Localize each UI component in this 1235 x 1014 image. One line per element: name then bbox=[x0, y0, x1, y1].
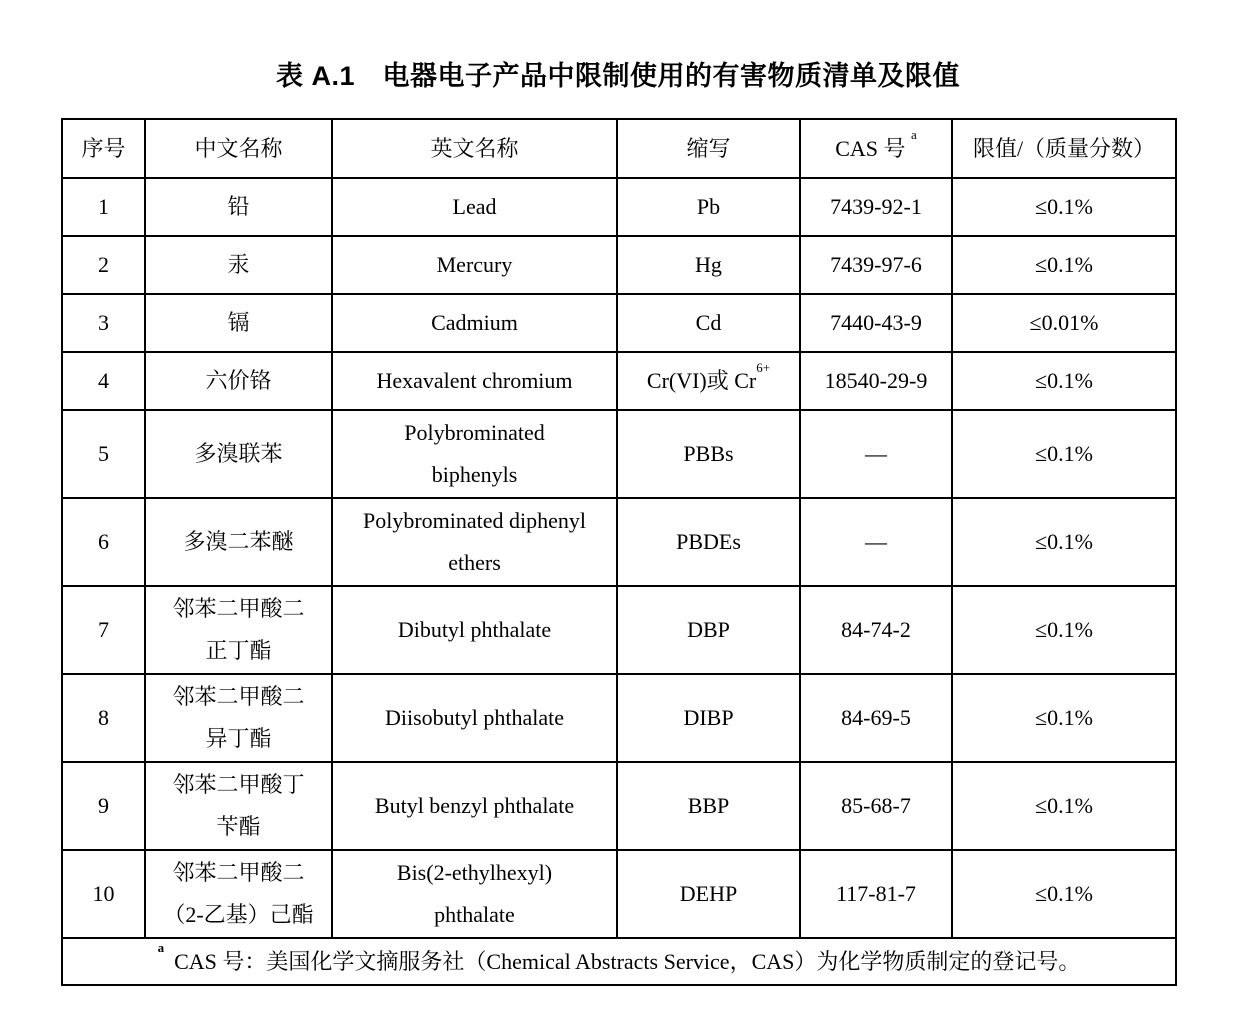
cell-english-name bbox=[332, 762, 617, 850]
substance-row bbox=[62, 762, 1176, 850]
substance-row bbox=[62, 586, 1176, 674]
cell-cas-number: 7439-92-1 bbox=[800, 178, 952, 236]
substance-row bbox=[62, 178, 1176, 236]
cell-chinese-name bbox=[145, 586, 332, 674]
cell-text-line: Mercury bbox=[436, 252, 513, 277]
cell-chinese-name bbox=[145, 236, 332, 294]
cell-english-name bbox=[332, 352, 617, 410]
footnote-row bbox=[62, 938, 1176, 985]
substance-row bbox=[62, 294, 1176, 352]
cell-text-line: ethers bbox=[448, 550, 501, 575]
cell-text-line: Polybrominated bbox=[404, 420, 545, 445]
cell-text-line: 多溴二苯醚 bbox=[183, 529, 294, 554]
substance-row bbox=[62, 410, 1176, 498]
cell-abbreviation: BBP bbox=[617, 762, 800, 850]
cell-english-name bbox=[332, 498, 617, 586]
cell-cas-number: 117-81-7 bbox=[800, 850, 952, 938]
substance-row bbox=[62, 352, 1176, 410]
cell-text-line: Lead bbox=[452, 194, 497, 219]
cell-cas-number: 84-74-2 bbox=[800, 586, 952, 674]
table-header-row bbox=[62, 119, 1176, 178]
footnote-text: CAS 号：美国化学文摘服务社（Chemical Abstracts Service，CAS）为化学物质制定的登记号。 bbox=[174, 948, 1081, 974]
cell-chinese-name bbox=[145, 674, 332, 762]
cell-english-name bbox=[332, 294, 617, 352]
cell-text-line: phthalate bbox=[434, 902, 515, 927]
cell-cas-number: 18540-29-9 bbox=[800, 352, 952, 410]
cell-text-line: （2-乙基）己酯 bbox=[163, 902, 314, 927]
cell-serial-number: 1 bbox=[62, 178, 145, 236]
cell-serial-number: 4 bbox=[62, 352, 145, 410]
cell-text-line: Hexavalent chromium bbox=[376, 368, 573, 393]
table-title: 表 A.1 电器电子产品中限制使用的有害物质清单及限值 bbox=[275, 61, 961, 91]
cell-limit-value: ≤0.1% bbox=[952, 352, 1176, 410]
cell-text-line: Polybrominated diphenyl bbox=[362, 508, 587, 533]
cell-cas-number: — bbox=[800, 410, 952, 498]
cell-limit-value: ≤0.1% bbox=[952, 410, 1176, 498]
cell-chinese-name bbox=[145, 178, 332, 236]
table-body bbox=[62, 178, 1176, 938]
cell-text-line: 异丁酯 bbox=[205, 726, 272, 751]
superscript: 6+ bbox=[756, 359, 771, 375]
cell-abbreviation: DBP bbox=[617, 586, 800, 674]
substance-row bbox=[62, 850, 1176, 938]
cell-english-name bbox=[332, 178, 617, 236]
cell-abbreviation: Pb bbox=[617, 178, 800, 236]
cell-abbreviation: DEHP bbox=[617, 850, 800, 938]
cell-serial-number: 6 bbox=[62, 498, 145, 586]
substance-row bbox=[62, 236, 1176, 294]
cell-english-name bbox=[332, 236, 617, 294]
cell-text-line: biphenyls bbox=[431, 462, 518, 487]
cell-chinese-name bbox=[145, 410, 332, 498]
cell-abbreviation: PBBs bbox=[617, 410, 800, 498]
cell-chinese-name bbox=[145, 850, 332, 938]
cell-abbreviation: Hg bbox=[617, 236, 800, 294]
cell-english-name bbox=[332, 674, 617, 762]
cell-limit-value: ≤0.1% bbox=[952, 850, 1176, 938]
cell-text-line: Cadmium bbox=[431, 310, 518, 335]
cell-abbreviation: Cd bbox=[617, 294, 800, 352]
cell-cas-number: 7440-43-9 bbox=[800, 294, 952, 352]
cell-serial-number: 2 bbox=[62, 236, 145, 294]
cell-english-name bbox=[332, 586, 617, 674]
cell-serial-number: 10 bbox=[62, 850, 145, 938]
column-header: 中文名称 bbox=[145, 119, 332, 178]
cell-chinese-name bbox=[145, 498, 332, 586]
cell-serial-number: 7 bbox=[62, 586, 145, 674]
cell-text-line: 铅 bbox=[227, 194, 250, 219]
cell-text-line: Dibutyl phthalate bbox=[397, 617, 552, 642]
column-header: 缩写 bbox=[617, 119, 800, 178]
cell-chinese-name bbox=[145, 762, 332, 850]
cell-text-line: 邻苯二甲酸二 bbox=[172, 684, 305, 709]
cell-abbreviation: PBDEs bbox=[617, 498, 800, 586]
hazardous-substances-table bbox=[61, 118, 1177, 986]
cell-cas-number: — bbox=[800, 498, 952, 586]
cell-text-line: Bis(2-ethylhexyl) bbox=[396, 860, 553, 885]
cell-serial-number: 8 bbox=[62, 674, 145, 762]
cell-abbreviation: Cr(VI)或 $Cr^{6+}$ bbox=[617, 352, 800, 410]
cell-text-line: 六价铬 bbox=[205, 368, 272, 393]
cell-limit-value: ≤0.1% bbox=[952, 178, 1176, 236]
cell-text-line: 正丁酯 bbox=[205, 638, 272, 663]
column-header: 序号 bbox=[62, 119, 145, 178]
cell-english-name bbox=[332, 850, 617, 938]
cell-serial-number: 3 bbox=[62, 294, 145, 352]
cell-limit-value: ≤0.1% bbox=[952, 498, 1176, 586]
cell-text-line: Butyl benzyl phthalate bbox=[374, 793, 575, 818]
cell-text-line: 邻苯二甲酸二 bbox=[172, 596, 305, 621]
column-header: 限值/（质量分数） bbox=[952, 119, 1176, 178]
cell-serial-number: 5 bbox=[62, 410, 145, 498]
cell-text-line: 邻苯二甲酸二 bbox=[172, 860, 305, 885]
footnote-cell bbox=[62, 938, 1176, 985]
cell-text-line: 邻苯二甲酸丁 bbox=[172, 772, 305, 797]
cell-text-line: Diisobutyl phthalate bbox=[384, 705, 565, 730]
footnote-marker: a bbox=[157, 940, 165, 956]
cell-abbreviation: DIBP bbox=[617, 674, 800, 762]
cell-text-line: 汞 bbox=[227, 252, 250, 277]
cell-chinese-name bbox=[145, 352, 332, 410]
cell-limit-value: ≤0.1% bbox=[952, 762, 1176, 850]
header-footnote-ref: a bbox=[911, 127, 917, 143]
column-header: CAS 号 $^a$ bbox=[800, 119, 952, 178]
cell-text-line: 镉 bbox=[227, 310, 250, 335]
cell-limit-value: ≤0.1% bbox=[952, 236, 1176, 294]
cell-limit-value: ≤0.1% bbox=[952, 674, 1176, 762]
substance-row bbox=[62, 674, 1176, 762]
cell-cas-number: 7439-97-6 bbox=[800, 236, 952, 294]
cell-serial-number: 9 bbox=[62, 762, 145, 850]
cell-text-line: 多溴联苯 bbox=[194, 441, 283, 466]
cell-limit-value: ≤0.1% bbox=[952, 586, 1176, 674]
cell-cas-number: 84-69-5 bbox=[800, 674, 952, 762]
cell-limit-value: ≤0.01% bbox=[952, 294, 1176, 352]
cell-cas-number: 85-68-7 bbox=[800, 762, 952, 850]
substance-row bbox=[62, 498, 1176, 586]
column-header: 英文名称 bbox=[332, 119, 617, 178]
cell-chinese-name bbox=[145, 294, 332, 352]
cell-text-line: 苄酯 bbox=[216, 814, 261, 839]
cell-english-name bbox=[332, 410, 617, 498]
